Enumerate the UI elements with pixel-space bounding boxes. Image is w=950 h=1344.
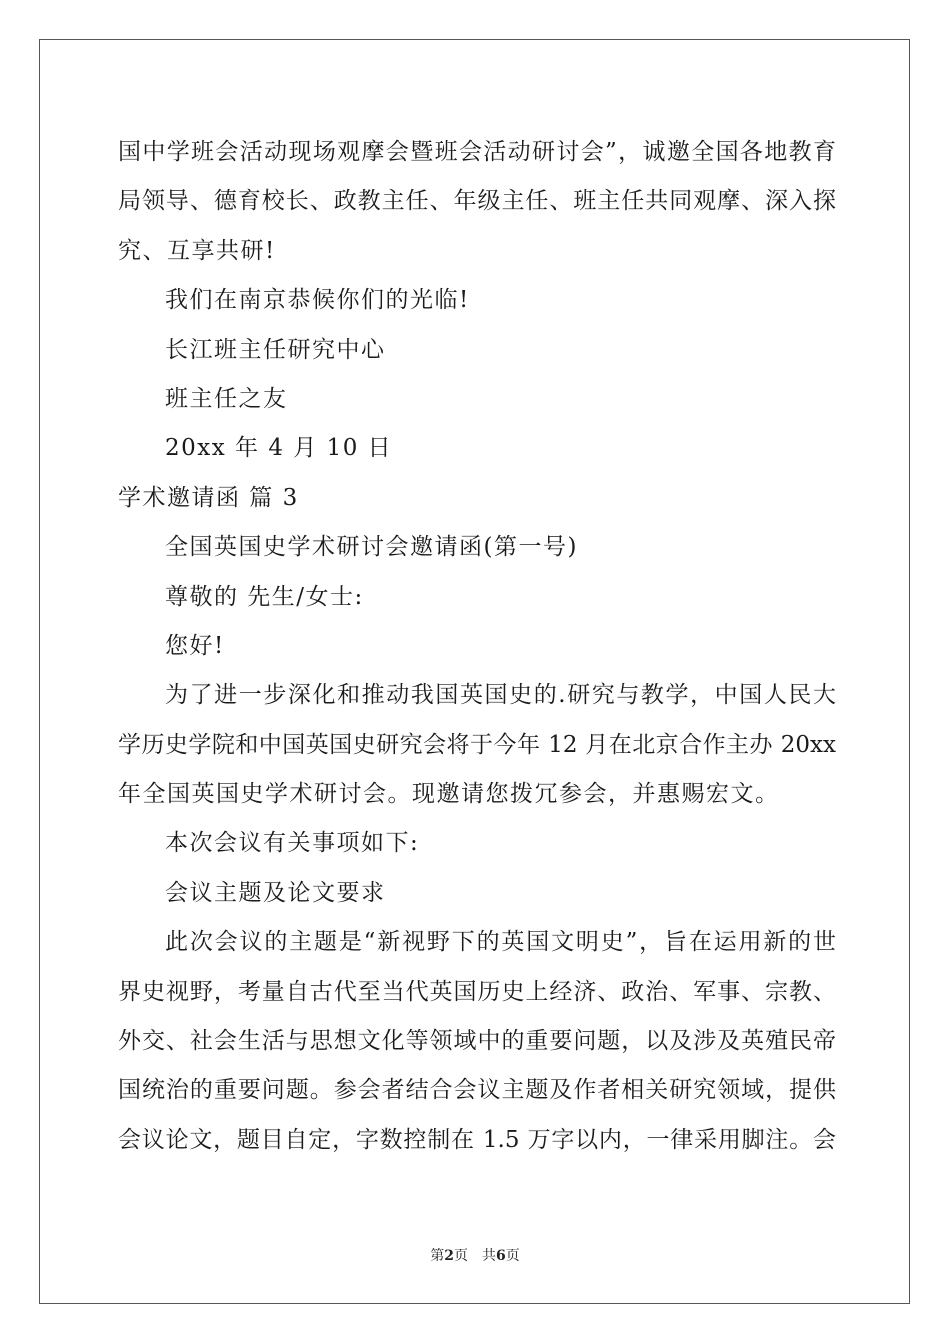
- page-total: 6: [496, 1248, 506, 1264]
- page-prefix: 第: [430, 1248, 445, 1264]
- greeting: 您好!: [165, 632, 225, 659]
- page-current: 2: [444, 1248, 454, 1264]
- paragraph-line: 为了进一步深化和推动我国英国史的.研究与教学，中国人民大: [165, 682, 836, 709]
- letter-title: 全国英国史学术研讨会邀请函(第一号): [165, 534, 578, 561]
- paragraph-line: 本次会议有关事项如下:: [165, 830, 420, 857]
- paragraph-line: 学历史学院和中国英国史研究会将于今年 12 月在北京合作主办 20xx: [118, 731, 836, 758]
- paragraph-line: 局领导、德育校长、政教主任、年级主任、班主任共同观摩、深入探: [118, 188, 836, 215]
- paragraph-line: 会议论文，题目自定，字数控制在 1.5 万字以内，一律采用脚注。会: [118, 1126, 836, 1153]
- section-heading: 学术邀请函 篇 3: [118, 484, 299, 511]
- total-prefix: 共: [482, 1248, 496, 1264]
- paragraph-line: 年全国英国史学术研讨会。现邀请您拨冗参会，并惠赐宏文。: [118, 781, 780, 808]
- paragraph-line: 我们在南京恭候你们的光临!: [165, 287, 470, 314]
- page-suffix: 页: [454, 1248, 468, 1264]
- signature-date: 20xx 年 4 月 10 日: [165, 435, 393, 462]
- salutation: 尊敬的 先生/女士:: [165, 583, 364, 610]
- paragraph-line: 界史视野，考量自古代至当代英国历史上经济、政治、军事、宗教、: [118, 978, 836, 1005]
- signature-org: 班主任之友: [165, 385, 288, 412]
- paragraph-line: 此次会议的主题是“新视野下的英国文明史”，旨在运用新的世: [165, 929, 836, 956]
- paragraph-line: 国统治的重要问题。参会者结合会议主题及作者相关研究领域，提供: [118, 1077, 836, 1104]
- paragraph-line: 国中学班会活动现场观摩会暨班会活动研讨会”，诚邀全国各地教育: [118, 139, 836, 165]
- paragraph-line: 究、互享共研!: [118, 237, 276, 264]
- paragraph-line: 外交、社会生活与思想文化等领域中的重要问题，以及涉及英殖民帝: [118, 1028, 836, 1055]
- document-body: [118, 128, 836, 1165]
- signature-org: 长江班主任研究中心: [165, 336, 386, 363]
- page-footer: [0, 1245, 950, 1265]
- subsection-heading: 会议主题及论文要求: [165, 879, 386, 906]
- total-suffix: 页: [505, 1248, 520, 1264]
